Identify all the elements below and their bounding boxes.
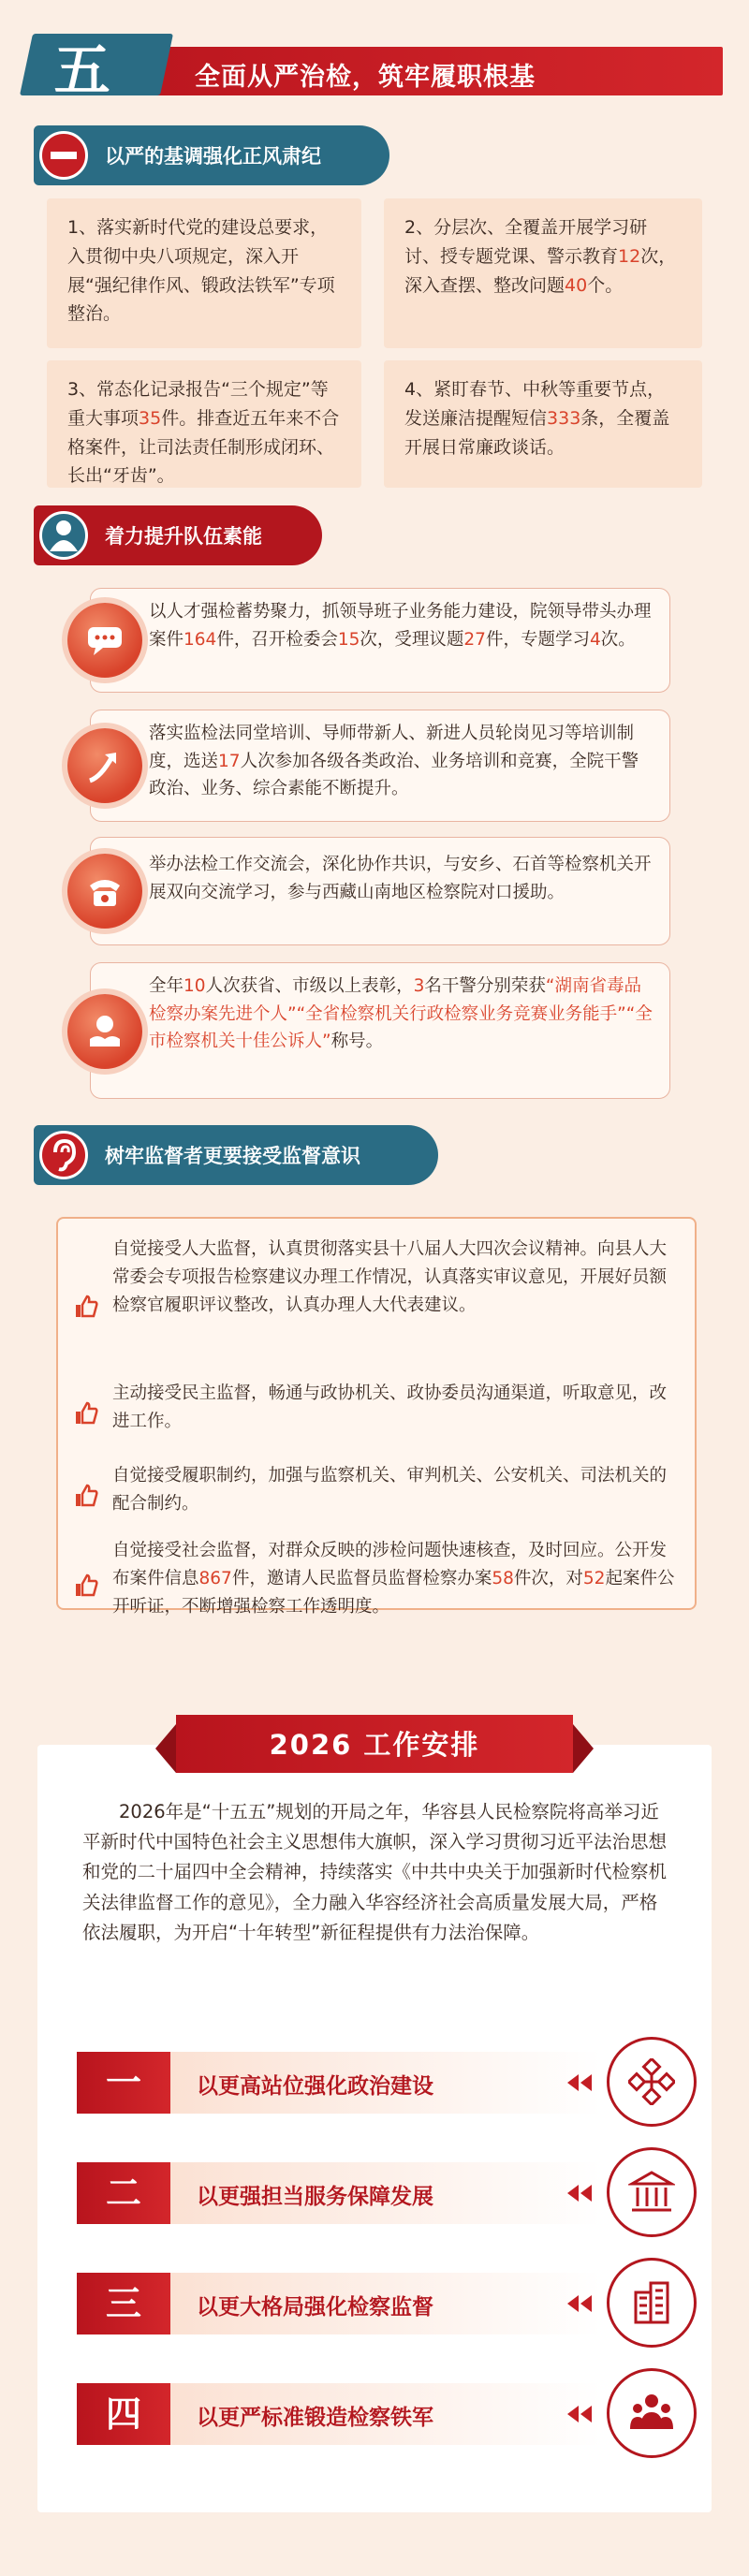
discipline-item-3-text-end: 件。排查近五年来不合格案件，让司法责任制形成闭环、长出“牙齿”。 — [67, 407, 340, 487]
team-item-1-text-d: 次。 — [600, 629, 636, 650]
team-item-3 — [90, 837, 670, 945]
team-item-2-text-end: 人次参加各级各类政治、业务培训和竞赛，全院干警政治、业务、综合素能不断提升。 — [149, 751, 639, 799]
telephone-icon — [67, 854, 142, 929]
discipline-item-2-text-mid: 次，深入查摆、整改问题 — [404, 245, 677, 296]
network-diamond-icon — [607, 2037, 697, 2127]
team-item-1-count-4: 4 — [589, 629, 601, 650]
plan-intro: 2026年是“十五五”规划的开局之年，华容县人民检察院将高举习近平新时代中国特色社会主义思想伟大旗帜，深入学习贯彻习近平法治思想和党的二十届四中全会精神，持续落实《中共中央关于加强新时代检察机关法律监督工作的意见》，全力融入华容经济社会高质量发展大局，严格依法履职，为开启“十年转型”新征程提供有力法治保障。 — [82, 1801, 668, 1943]
ear-icon — [39, 1131, 88, 1179]
discipline-item-4 — [384, 360, 702, 488]
task-3-label: 以更大格局强化检察监督 — [197, 2295, 433, 2320]
supervision-item-4-count-1: 867 — [198, 1568, 232, 1588]
supervision-item-2-text: 主动接受民主监督，畅通与政协机关、政协委员沟通渠道，听取意见，改进工作。 — [112, 1383, 668, 1431]
task-4-label-bar — [170, 2383, 601, 2445]
task-4-label: 以更严标准锻造检察铁军 — [197, 2406, 433, 2430]
plan-title-banner — [176, 1715, 573, 1773]
thumbs-up-icon — [73, 1483, 99, 1509]
plan-title: 2026 工作安排 — [269, 1729, 480, 1761]
double-arrow-left-icon — [567, 2295, 592, 2312]
double-arrow-left-icon — [567, 2185, 592, 2202]
double-arrow-left-icon — [567, 2406, 592, 2422]
task-2-number: 二 — [77, 2162, 170, 2224]
task-2-label: 以更强担当服务保障发展 — [197, 2185, 433, 2209]
discipline-item-2-count-2: 40 — [565, 274, 588, 296]
discipline-header — [34, 125, 389, 185]
discipline-item-4-text-end: 条，全覆盖开展日常廉政谈话。 — [404, 407, 670, 458]
supervision-item-2 — [112, 1380, 683, 1436]
team-item-4-text: 全年 — [149, 976, 184, 996]
discipline-item-3-text: 3、常态化记录报告“三个规定”等重大事项 — [67, 379, 329, 429]
team-item-1 — [90, 588, 670, 693]
discipline-item-4-count: 333 — [547, 407, 581, 429]
person-icon — [39, 511, 88, 560]
team-item-1-text-b: 次，受理议题 — [360, 629, 464, 650]
task-1 — [77, 2052, 601, 2114]
team-item-1-text: 以人才强检蓄势聚力，抓领导班子业务能力建设，院领导带头办理案件 — [149, 602, 652, 650]
team-item-1-count-1: 164 — [184, 629, 217, 650]
supervision-item-4-text-end: 起案件公开听证，不断增强检察工作透明度。 — [112, 1568, 675, 1617]
supervision-header-label: 树牢监督者更要接受监督意识 — [105, 1145, 360, 1167]
double-arrow-left-icon — [567, 2074, 592, 2091]
task-3-label-bar — [170, 2273, 601, 2334]
task-2 — [77, 2162, 601, 2224]
team-item-4-text-b: 名干警分别荣获 — [424, 976, 546, 996]
team-item-1-count-2: 15 — [337, 629, 360, 650]
thumbs-up-icon — [73, 1294, 99, 1320]
team-item-4-text-a: 人次获省、市级以上表彰， — [205, 976, 414, 996]
discipline-item-4-text: 4、紧盯春节、中秋等重要节点，发送廉洁提醒短信 — [404, 379, 666, 429]
team-item-2 — [90, 710, 670, 822]
government-building-icon — [607, 2147, 697, 2237]
award-hand-icon — [67, 994, 142, 1069]
team-header-label: 着力提升队伍素能 — [105, 525, 262, 548]
chat-bubble-icon — [67, 603, 142, 678]
office-tower-icon — [607, 2258, 697, 2348]
section-number: 五 — [53, 38, 110, 104]
task-2-label-bar — [170, 2162, 601, 2224]
supervision-item-4-text: 自觉接受社会监督，对群众反映的涉检问题快速核查，及时回应。公开发布案件信息 — [112, 1541, 668, 1588]
discipline-item-2-text: 2、分层次、全覆盖开展学习研讨、授专题党课、警示教育 — [404, 217, 648, 267]
task-1-number: 一 — [77, 2052, 170, 2114]
team-item-1-text-c: 件，专题学习 — [485, 629, 590, 650]
supervision-item-4-count-3: 52 — [582, 1568, 606, 1588]
team-item-1-text-a: 件，召开检委会 — [216, 629, 338, 650]
supervision-item-4-count-2: 58 — [492, 1568, 514, 1588]
team-item-2-count: 17 — [218, 751, 241, 771]
supervision-item-3 — [112, 1462, 683, 1518]
thumbs-up-icon — [73, 1573, 99, 1599]
discipline-item-1 — [47, 198, 361, 348]
discipline-item-2 — [384, 198, 702, 348]
team-people-icon — [607, 2368, 697, 2458]
task-3-number: 三 — [77, 2273, 170, 2334]
section-title: 全面从严治检，筑牢履职根基 — [195, 63, 536, 92]
team-item-4-count-2: 3 — [413, 976, 425, 996]
discipline-header-label: 以严的基调强化正风肃纪 — [105, 145, 321, 168]
thumbs-up-icon — [73, 1400, 99, 1427]
no-entry-icon — [39, 131, 88, 180]
team-item-4-text-end: 称号。 — [330, 1032, 384, 1052]
team-header — [34, 505, 322, 565]
task-1-label-bar — [170, 2052, 601, 2114]
task-3 — [77, 2273, 601, 2334]
team-item-3-text: 举办法检工作交流会，深化协作共识，与安乡、石首等检察机关开展双向交流学习，参与西藏山南地区检察院对口援助。 — [149, 855, 652, 902]
team-item-4-honors: “湖南省毒品检察办案先进个人”“全省检察机关行政检察业务竞赛业务能手”“全市检察机关十佳公诉人” — [149, 976, 653, 1052]
supervision-item-4-text-a: 件，邀请人民监督员监督检察办案 — [231, 1568, 492, 1588]
team-item-2-text: 落实监检法同堂培训、导师带新人、新进人员轮岗见习等培训制度，选送 — [149, 724, 635, 771]
discipline-item-3-count: 35 — [139, 407, 162, 429]
supervision-item-4-text-b: 件次，对 — [513, 1568, 583, 1588]
discipline-item-2-count: 12 — [618, 245, 641, 267]
team-item-1-count-3: 27 — [463, 629, 486, 650]
growth-arrow-icon — [67, 728, 142, 803]
supervision-item-4 — [112, 1537, 682, 1621]
supervision-item-1 — [112, 1236, 683, 1320]
supervision-item-3-text: 自觉接受履职制约，加强与监察机关、审判机关、公安机关、司法机关的配合制约。 — [112, 1466, 668, 1514]
discipline-item-2-text-end: 个。 — [587, 274, 624, 296]
discipline-item-1-text: 1、落实新时代党的建设总要求，入贯彻中央八项规定，深入开展“强纪律作风、锻政法铁军”专项整治。 — [67, 217, 335, 325]
team-item-4 — [90, 962, 670, 1099]
supervision-header — [34, 1125, 438, 1185]
team-item-4-count-1: 10 — [184, 976, 206, 996]
section-five-header — [26, 34, 723, 104]
discipline-item-3 — [47, 360, 361, 488]
supervision-item-1-text: 自觉接受人大监督，认真贯彻落实县十八届人大四次会议精神。向县人大常委会专项报告检察建议办理工作情况，认真落实审议意见，开展好员额检察官履职评议整改，认真办理人大代表建议。 — [112, 1239, 668, 1315]
task-4-number: 四 — [77, 2383, 170, 2445]
section-number-badge — [20, 34, 173, 104]
task-1-label: 以更高站位强化政治建设 — [197, 2074, 433, 2099]
task-4 — [77, 2383, 601, 2445]
